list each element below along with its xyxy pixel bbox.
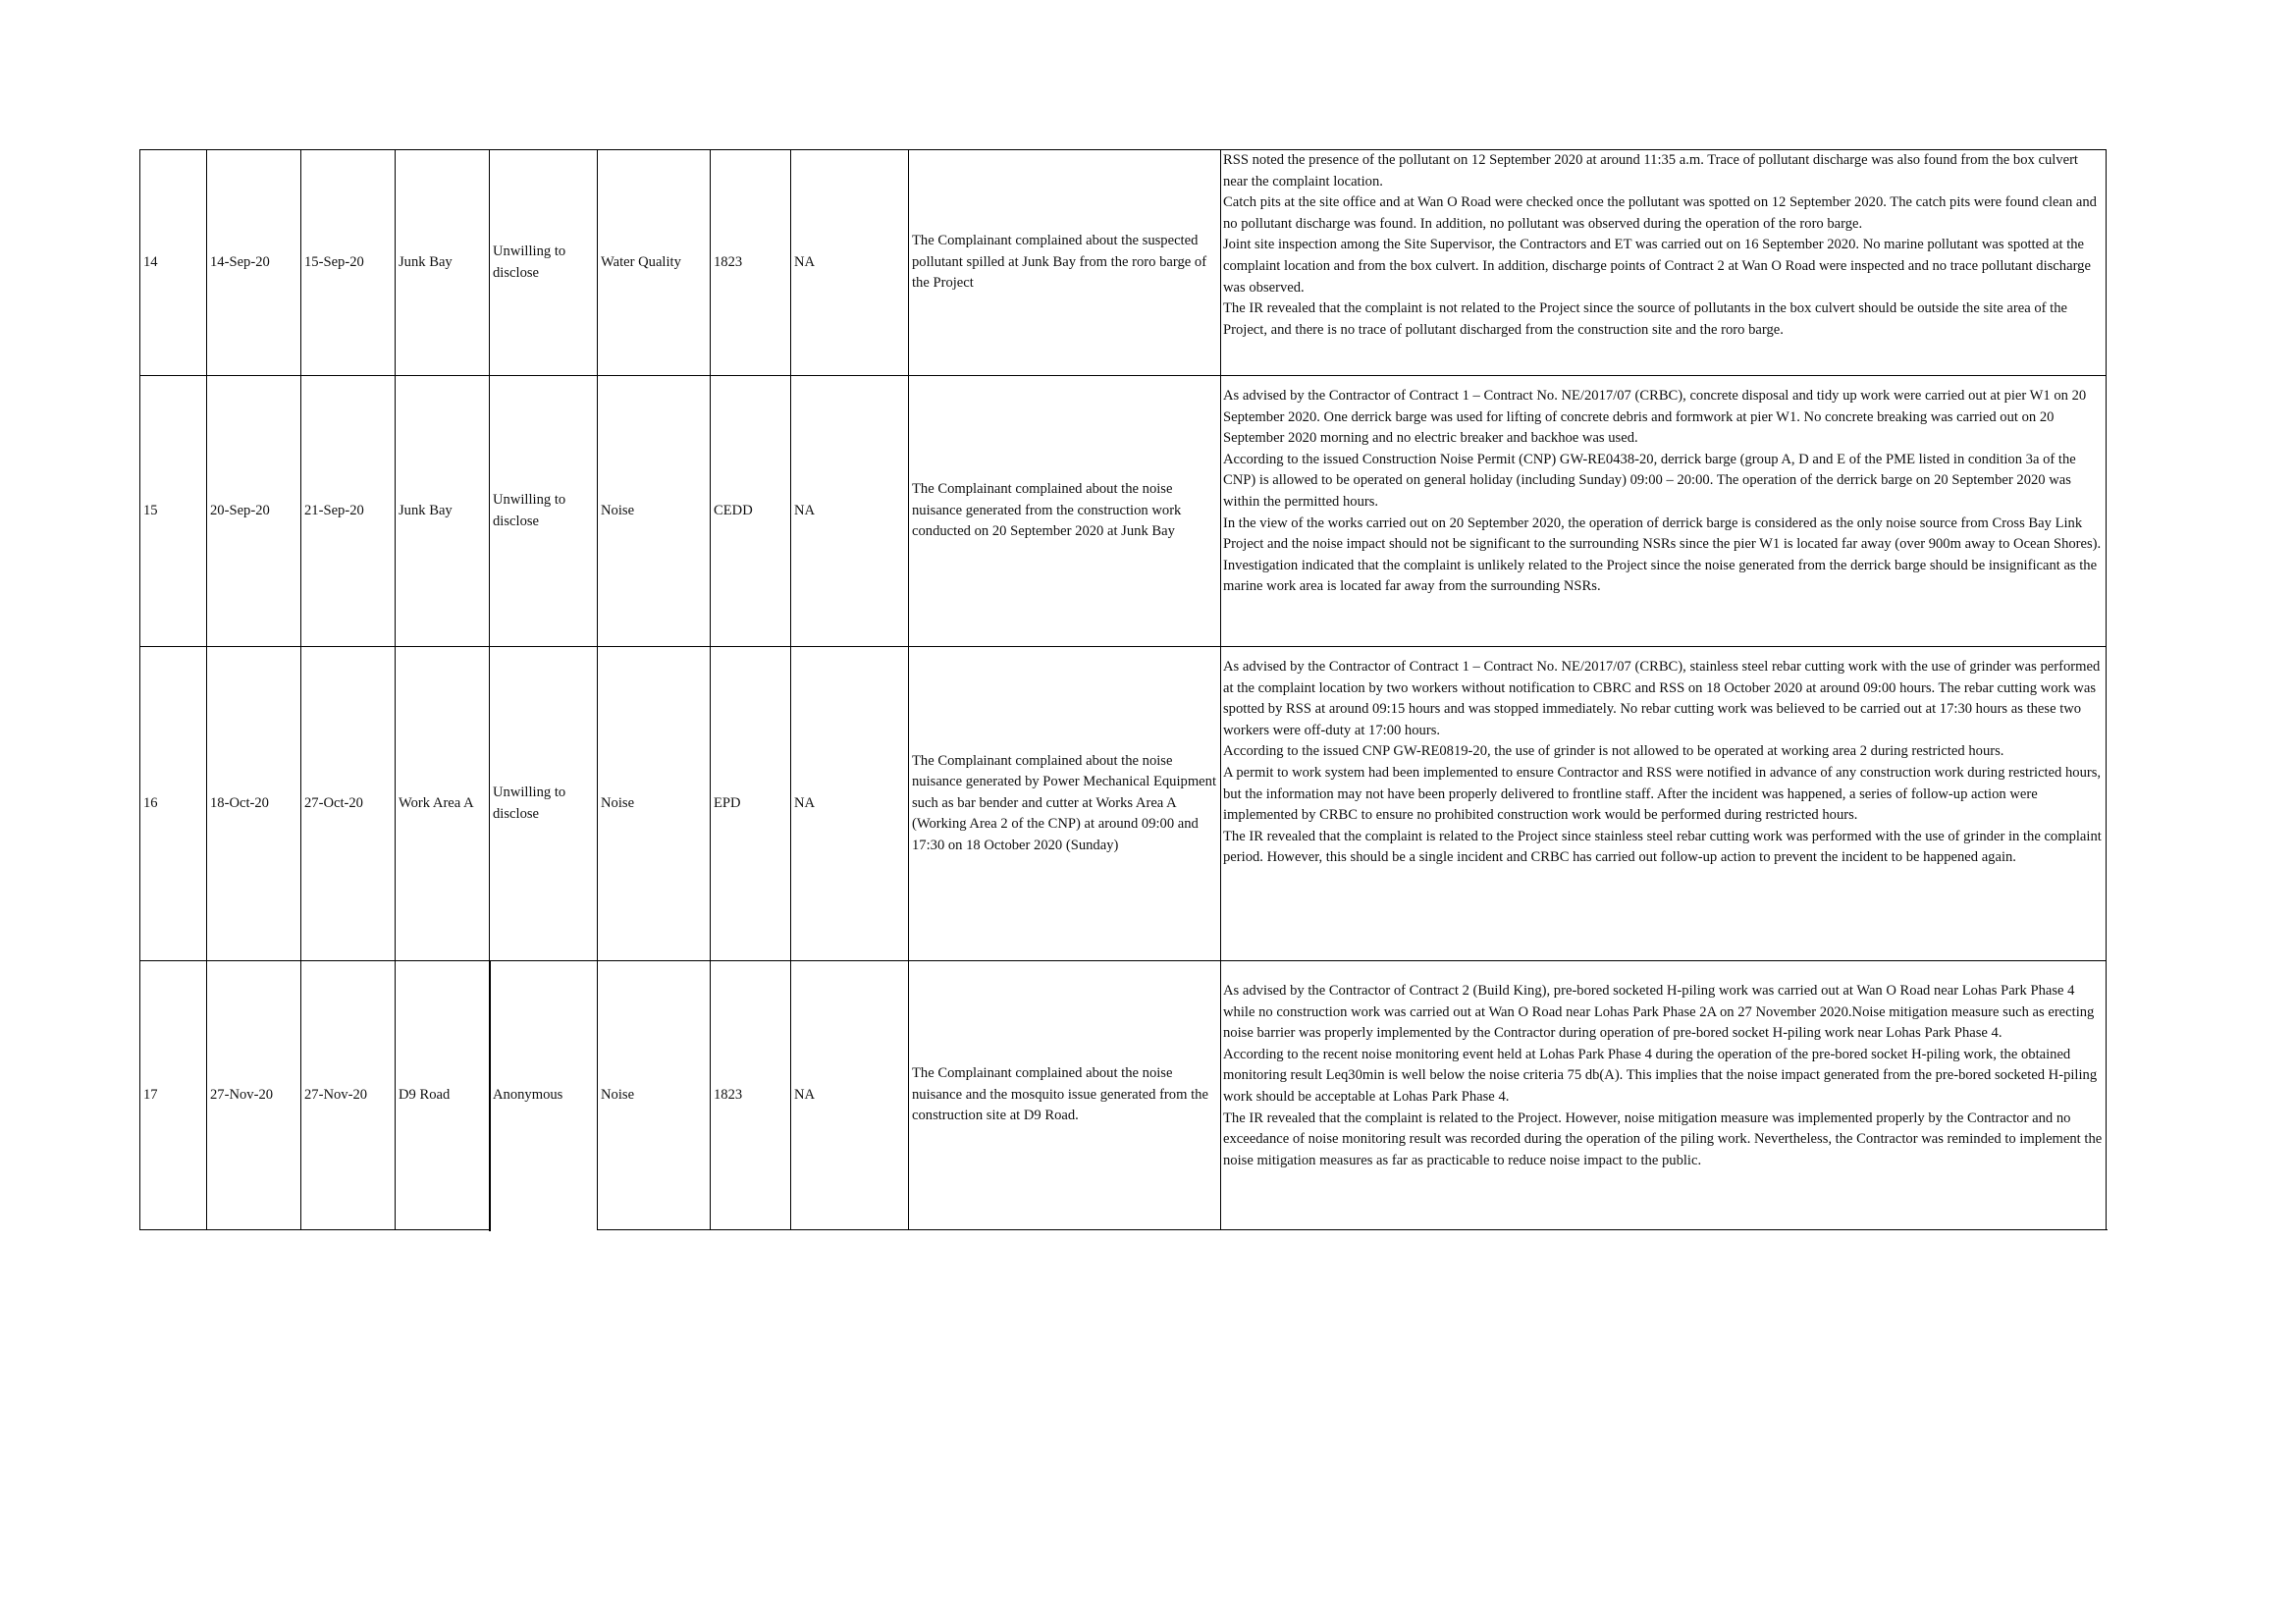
table-row <box>139 646 2107 960</box>
detail-paragraph: In the view of the works carried out on 20 September 2020, the operation of derrick barge is considered as the only noise source from Cross Bay Link Project and the noise impact should not be significant to the surrounding NSRs since the pier W1 is located far away (over 900m away to Ocean Shores). <box>1223 514 2102 553</box>
cell-no: 14 <box>139 149 206 375</box>
cell-description: The Complainant complained about the noise nuisance generated from the construction work conducted on 20 September 2020 at Junk Bay <box>908 375 1220 646</box>
cell-source: 1823 <box>710 960 790 1229</box>
cell-no: 16 <box>139 646 206 960</box>
cell-complainant: Anonymous <box>489 960 597 1229</box>
cell-date-reported: 15-Sep-20 <box>300 149 395 375</box>
cell-details <box>1220 375 2107 646</box>
detail-paragraph: According to the issued CNP GW-RE0819-20, the use of grinder is not allowed to be operated at working area 2 during restricted hours. <box>1223 743 2004 760</box>
cell-date-received: 14-Sep-20 <box>206 149 300 375</box>
cell-nature: Noise <box>597 960 710 1229</box>
detail-paragraph: As advised by the Contractor of Contract 1 – Contract No. NE/2017/07 (CRBC), stainless steel rebar cutting work with the use of grinder was performed at the complaint location by two workers without notification to CBRC and RSS on 18 October 2020 at around 09:00 hours. The rebar cutting work was spotted by RSS at around 09:15 hours and was stopped immediately. No rebar cutting work was believed to be carried out at 17:30 hours as these two workers were off-duty at 17:00 hours. <box>1223 659 2101 738</box>
cell-ref: NA <box>790 149 908 375</box>
detail-paragraph: According to the issued Construction Noise Permit (CNP) GW-RE0438-20, derrick barge (group A, D and E of the PME listed in condition 3a of the CNP) is allowed to be operated on general holiday (including Sunday) 09:00 – 20:00. The operation of the derrick barge on 20 September 2020 was within the permitted hours. <box>1223 451 2076 510</box>
cell-details <box>1220 149 2107 375</box>
cell-ref: NA <box>790 646 908 960</box>
table-row <box>139 960 2107 1229</box>
cell-complainant: Unwilling to disclose <box>489 375 597 646</box>
blank-spacer <box>598 960 706 1235</box>
cell-date-received: 27-Nov-20 <box>206 960 300 1229</box>
cell-description: The Complainant complained about the suspected pollutant spilled at Junk Bay from the roro barge of the Project <box>908 149 1220 375</box>
cell-nature: Noise <box>597 375 710 646</box>
cell-location: Junk Bay <box>395 375 489 646</box>
cell-date-received: 20-Sep-20 <box>206 375 300 646</box>
detail-paragraph: According to the recent noise monitoring event held at Lohas Park Phase 4 during the operation of the pre-bored socket H-piling work, the obtained monitoring result Leq30min is well below the noise criteria 75 db(A). This implies that the noise impact generated from the pre-bored socketed H-piling work should be acceptable at Lohas Park Phase 4. <box>1223 1046 2098 1105</box>
detail-paragraph: Investigation indicated that the complaint is unlikely related to the Project since the noise generated from the derrick barge should be insignificant as the marine work area is located far away from the surrounding NSRs. <box>1223 557 2098 595</box>
detail-paragraph: The IR revealed that the complaint is related to the Project since stainless steel rebar cutting work was performed with the use of grinder in the complaint period. However, this should be a single incident and CRBC has carried out follow-up action to prevent the incident to be happened again. <box>1223 828 2102 866</box>
cell-date-reported: 27-Nov-20 <box>300 960 395 1229</box>
detail-paragraph: The IR revealed that the complaint is related to the Project. However, noise mitigation measure was implemented properly by the Contractor and no exceedance of noise monitoring result was recorded during the operation of the piling work. Nevertheless, the Contractor was reminded to implement the noise mitigation measures as far as practicable to reduce noise impact to the public. <box>1223 1110 2103 1168</box>
cell-ref: NA <box>790 375 908 646</box>
column-divider <box>489 960 491 1231</box>
cell-nature: Water Quality <box>597 149 710 375</box>
detail-paragraph: Catch pits at the site office and at Wan O Road were checked once the pollutant was spotted on 12 September 2020. The catch pits were found clean and no pollutant discharge was found. In addition, no pollutant was observed during the operation of the roro barge. <box>1223 194 2097 232</box>
cell-location: Junk Bay <box>395 149 489 375</box>
cell-date-reported: 21-Sep-20 <box>300 375 395 646</box>
detail-paragraph: A permit to work system had been implemented to ensure Contractor and RSS were notified in advance of any construction work during restricted hours, but the information may not have been properly delivered to frontline staff. After the incident was happened, a series of follow-up action were implemented by CRBC to ensure no prohibited construction work would be performed during restricted hours. <box>1223 764 2102 824</box>
cell-nature: Noise <box>597 646 710 960</box>
cell-no: 17 <box>139 960 206 1229</box>
table-row <box>139 149 2107 375</box>
cell-location: D9 Road <box>395 960 489 1229</box>
cell-date-received: 18-Oct-20 <box>206 646 300 960</box>
cell-source: 1823 <box>710 149 790 375</box>
cell-complainant: Unwilling to disclose <box>489 646 597 960</box>
table-bottom-border <box>139 1229 489 1230</box>
cell-source: EPD <box>710 646 790 960</box>
cell-location: Work Area A <box>395 646 489 960</box>
table-bottom-border <box>597 1229 2108 1230</box>
detail-paragraph: Joint site inspection among the Site Supervisor, the Contractors and ET was carried out on 16 September 2020. No marine pollutant was spotted at the complaint location and from the box culvert. In addition, discharge points of Contract 2 at Wan O Road were inspected and no trace pollutant discharge was observed. <box>1223 237 2091 296</box>
cell-ref: NA <box>790 960 908 1229</box>
cell-details <box>1220 960 2107 1229</box>
cell-no: 15 <box>139 375 206 646</box>
detail-paragraph: As advised by the Contractor of Contract 2 (Build King), pre-bored socketed H-piling work was carried out at Wan O Road near Lohas Park Phase 4 while no construction work was carried out at Wan O Road near Lohas Park Phase 2A on 27 November 2020.Noise mitigation measure such as erecting noise barrier was properly implemented by the Contractor during operation of pre-bored socket H-piling work near Lohas Park Phase 4. <box>1223 983 2095 1042</box>
detail-paragraph: RSS noted the presence of the pollutant on 12 September 2020 at around 11:35 a.m. Trace of pollutant discharge was also found from the box culvert near the complaint location. <box>1223 152 2078 189</box>
detail-paragraph: The IR revealed that the complaint is not related to the Project since the source of pollutants in the box culvert should be outside the site area of the Project, and there is no trace of pollutant discharged from the construction site and the roro barge. <box>1223 300 2067 338</box>
cell-details <box>1220 646 2107 960</box>
detail-paragraph: As advised by the Contractor of Contract 1 – Contract No. NE/2017/07 (CRBC), concrete disposal and tidy up work were carried out at pier W1 on 20 September 2020. One derrick barge was used for lifting of concrete debris and formwork at pier W1. No concrete breaking was carried out on 20 September 2020 morning and no electric breaker and backhoe was used. <box>1223 388 2087 447</box>
cell-description: The Complainant complained about the noise nuisance generated by Power Mechanical Equipment such as bar bender and cutter at Works Area A (Working Area 2 of the CNP) at around 09:00 and 17:30 on 18 October 2020 (Sunday) <box>908 646 1220 960</box>
cell-complainant: Unwilling to disclose <box>489 149 597 375</box>
cell-date-reported: 27-Oct-20 <box>300 646 395 960</box>
cell-description: The Complainant complained about the noise nuisance and the mosquito issue generated from the construction site at D9 Road. <box>908 960 1220 1229</box>
cell-source: CEDD <box>710 375 790 646</box>
table-row <box>139 375 2107 646</box>
